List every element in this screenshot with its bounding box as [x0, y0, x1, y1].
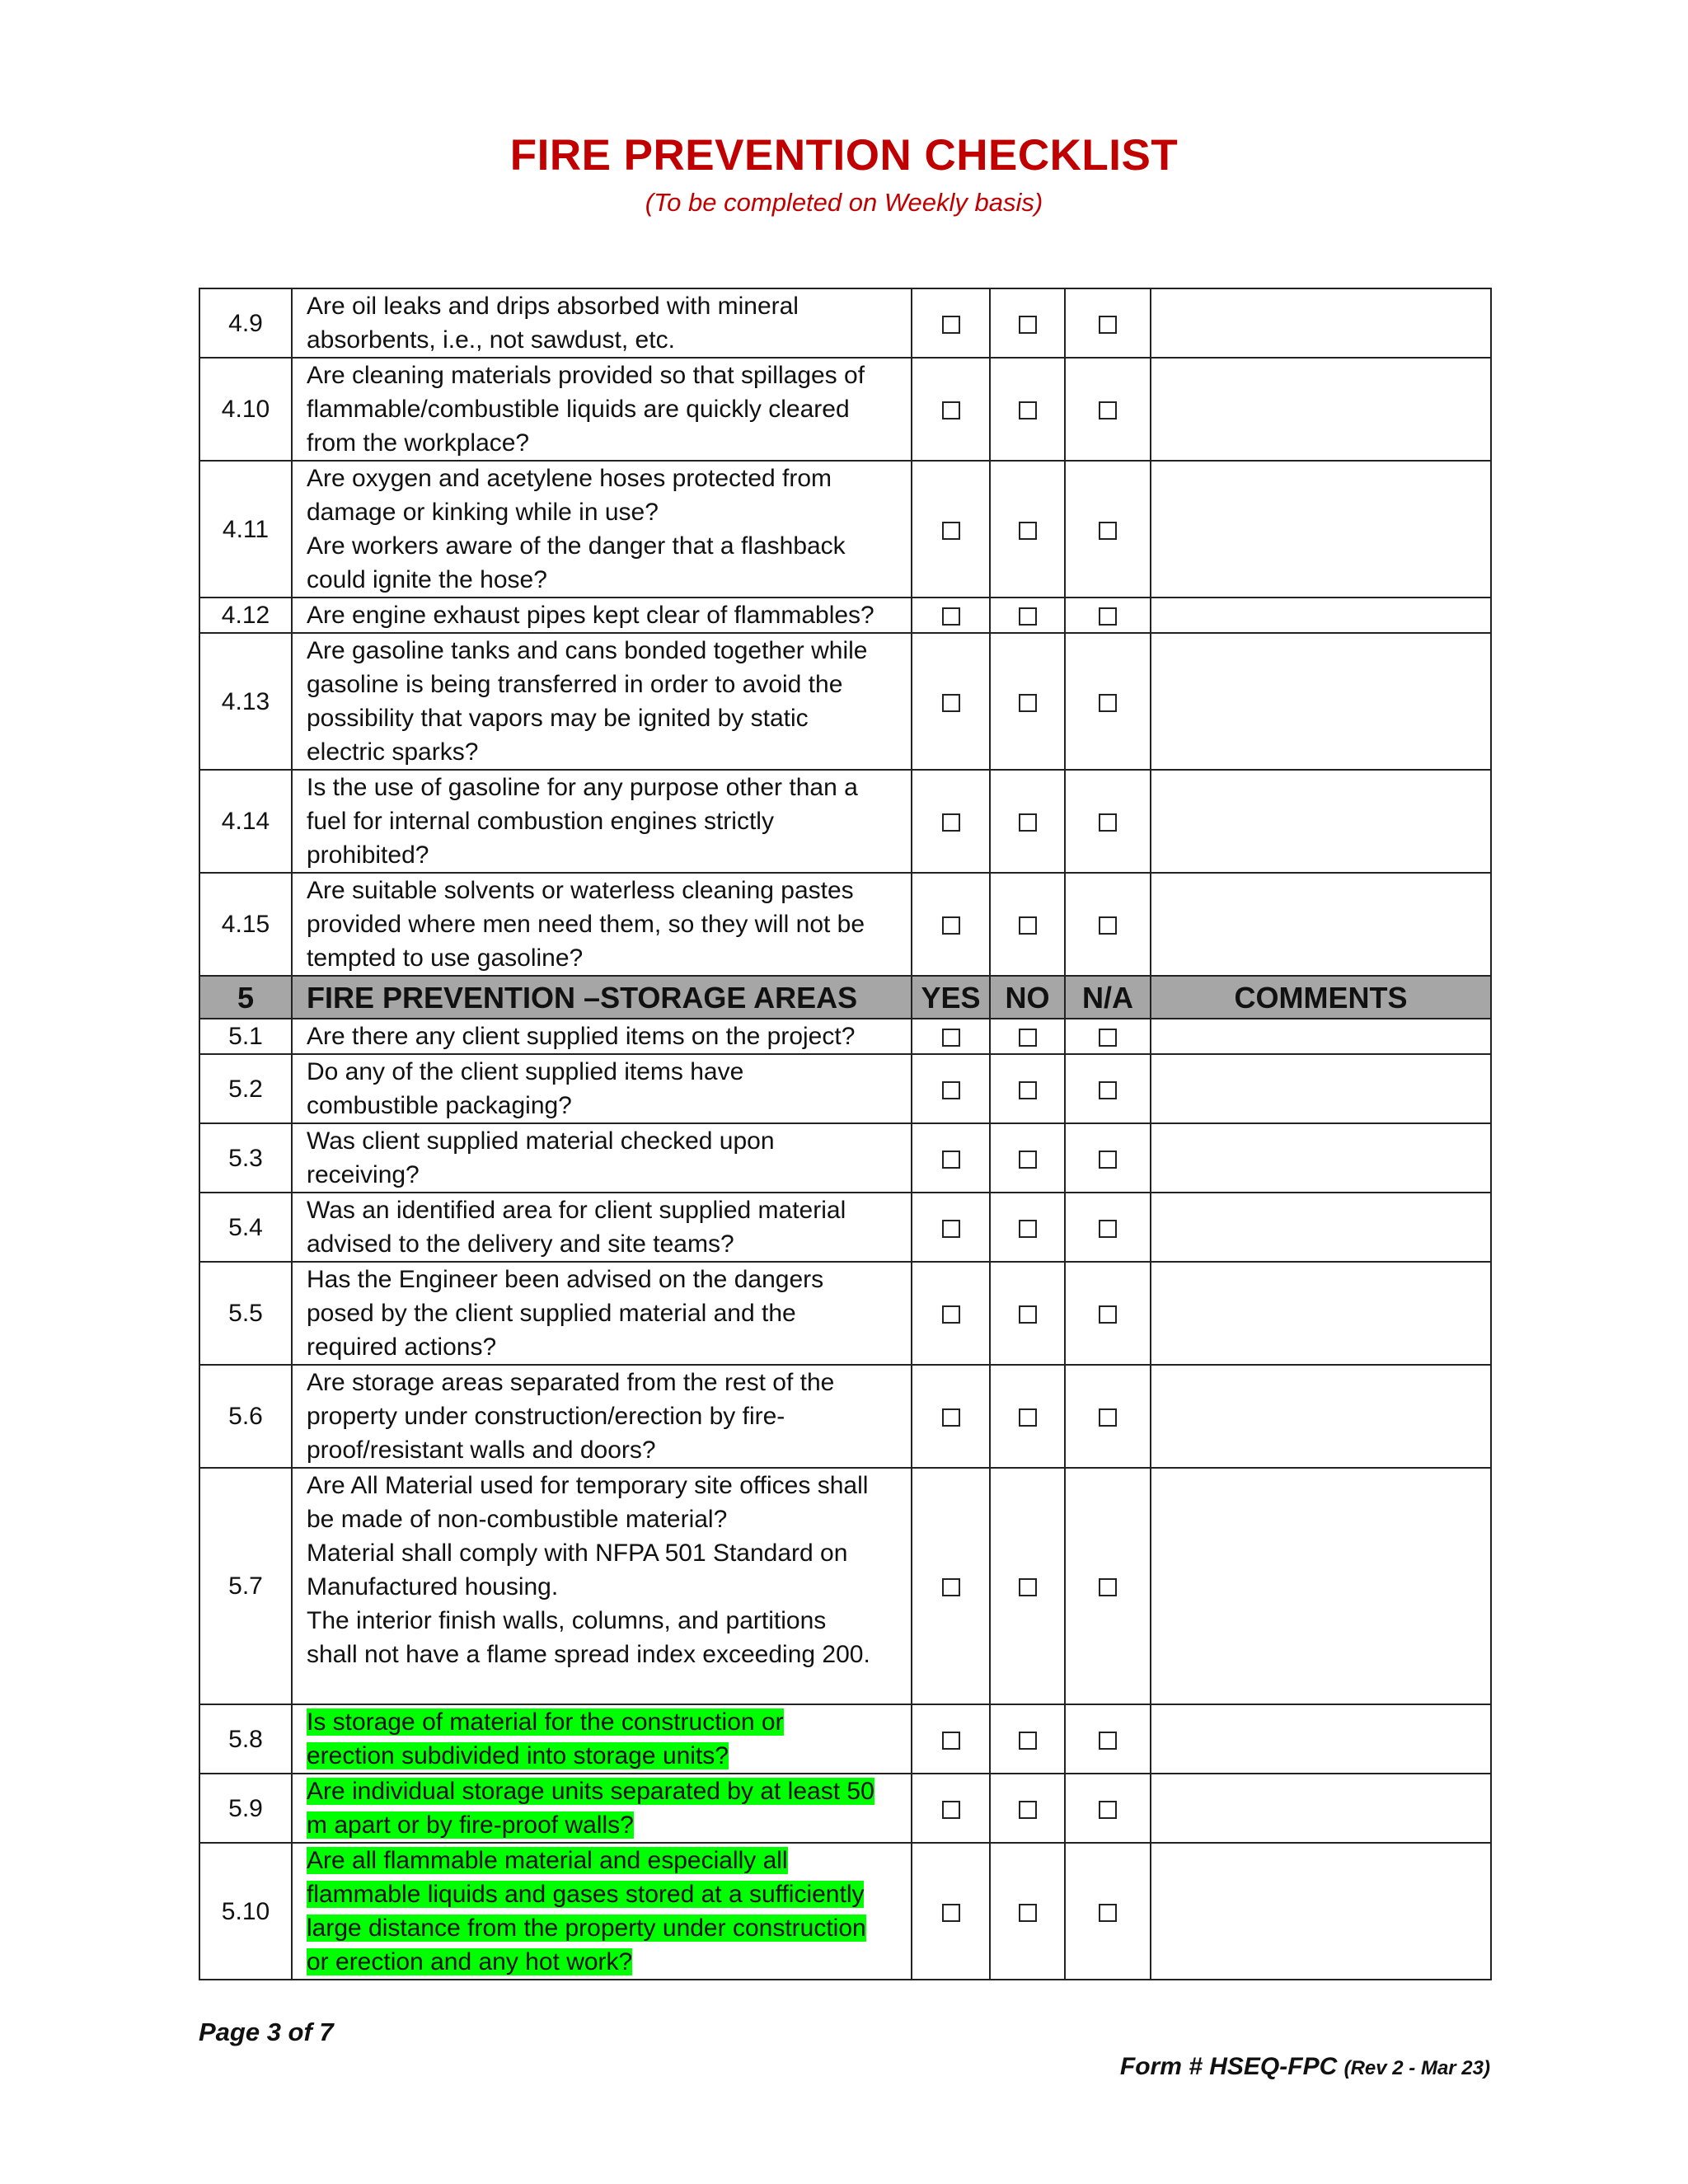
na-checkbox[interactable] — [1099, 1151, 1117, 1169]
question-line: electric sparks? — [307, 738, 479, 766]
question-line: Are suitable solvents or waterless cleaning pastes — [307, 877, 854, 904]
item-number: 4.14 — [199, 770, 292, 873]
na-checkbox[interactable] — [1099, 694, 1117, 712]
no-cell — [990, 770, 1065, 873]
yes-checkbox[interactable] — [942, 401, 960, 419]
na-cell — [1065, 288, 1151, 358]
question-line: Are oil leaks and drips absorbed with mineral — [307, 293, 799, 320]
highlighted-text: m apart or by fire-proof walls? — [307, 1811, 634, 1839]
yes-cell — [912, 1019, 990, 1054]
comments-column-header: COMMENTS — [1151, 976, 1491, 1019]
question-line: Was client supplied material checked upon — [307, 1127, 775, 1155]
question-line — [307, 1808, 899, 1842]
yes-cell — [912, 770, 990, 873]
comments-cell[interactable] — [1151, 358, 1491, 461]
question-text — [292, 1365, 912, 1468]
na-checkbox[interactable] — [1099, 1220, 1117, 1238]
section-title: FIRE PREVENTION –STORAGE AREAS — [292, 976, 912, 1019]
no-checkbox[interactable] — [1019, 1220, 1037, 1238]
na-cell — [1065, 1123, 1151, 1193]
yes-cell — [912, 1704, 990, 1774]
question-line: flammable/combustible liquids are quickly cleared — [307, 396, 850, 423]
no-cell — [990, 358, 1065, 461]
checklist-row — [199, 1365, 1491, 1468]
question-line: Are All Material used for temporary site offices shall — [307, 1472, 869, 1499]
yes-checkbox[interactable] — [942, 1220, 960, 1238]
no-cell — [990, 1123, 1065, 1193]
na-checkbox[interactable] — [1099, 1408, 1117, 1427]
comments-cell[interactable] — [1151, 1262, 1491, 1365]
question-text — [292, 288, 912, 358]
question-line: gasoline is being transferred in order to avoid the — [307, 671, 843, 698]
item-number: 4.9 — [199, 288, 292, 358]
no-checkbox[interactable] — [1019, 522, 1037, 540]
no-checkbox[interactable] — [1019, 401, 1037, 419]
na-cell — [1065, 1774, 1151, 1843]
no-checkbox[interactable] — [1019, 1801, 1037, 1819]
question-text — [292, 1704, 912, 1774]
question-text — [292, 633, 912, 770]
section-header-row — [199, 976, 1491, 1019]
item-number: 5.7 — [199, 1468, 292, 1704]
na-checkbox[interactable] — [1099, 401, 1117, 419]
highlighted-text: Are all flammable material and especially all — [307, 1847, 788, 1874]
yes-checkbox[interactable] — [942, 694, 960, 712]
question-line: combustible packaging? — [307, 1092, 572, 1119]
no-cell — [990, 1054, 1065, 1123]
highlighted-text: Is storage of material for the construction or — [307, 1708, 784, 1736]
question-text — [292, 598, 912, 633]
yes-cell — [912, 1843, 990, 1980]
question-text — [292, 770, 912, 873]
no-checkbox[interactable] — [1019, 916, 1037, 935]
no-cell — [990, 1193, 1065, 1262]
question-text — [292, 461, 912, 598]
yes-cell — [912, 461, 990, 598]
question-line: absorbents, i.e., not sawdust, etc. — [307, 326, 675, 354]
yes-cell — [912, 1054, 990, 1123]
comments-cell[interactable] — [1151, 1019, 1491, 1054]
checklist-part4 — [199, 288, 1491, 976]
no-cell — [990, 633, 1065, 770]
comments-cell[interactable] — [1151, 1054, 1491, 1123]
na-cell — [1065, 461, 1151, 598]
comments-cell[interactable] — [1151, 598, 1491, 633]
checklist-row — [199, 770, 1491, 873]
no-cell — [990, 1704, 1065, 1774]
checklist-row — [199, 1468, 1491, 1704]
comments-cell[interactable] — [1151, 1774, 1491, 1843]
no-cell — [990, 1019, 1065, 1054]
checklist-row — [199, 1019, 1491, 1054]
item-number: 5.5 — [199, 1262, 292, 1365]
checklist-row — [199, 1774, 1491, 1843]
highlighted-text: flammable liquids and gases stored at a sufficiently — [307, 1881, 865, 1908]
yes-checkbox[interactable] — [942, 1408, 960, 1427]
no-checkbox[interactable] — [1019, 1081, 1037, 1099]
question-line: be made of non-combustible material? — [307, 1506, 728, 1533]
question-line: fuel for internal combustion engines strictly — [307, 808, 774, 835]
question-line: provided where men need them, so they will not be — [307, 911, 865, 938]
yes-cell — [912, 1365, 990, 1468]
no-cell — [990, 598, 1065, 633]
na-checkbox[interactable] — [1099, 813, 1117, 832]
question-line: from the workplace? — [307, 429, 530, 457]
checklist-row — [199, 461, 1491, 598]
item-number: 5.6 — [199, 1365, 292, 1468]
question-line: receiving? — [307, 1161, 420, 1188]
checklist-row — [199, 1843, 1491, 1980]
question-text — [292, 873, 912, 976]
question-line: prohibited? — [307, 841, 429, 869]
no-checkbox[interactable] — [1019, 1578, 1037, 1596]
yes-checkbox[interactable] — [942, 813, 960, 832]
no-checkbox[interactable] — [1019, 694, 1037, 712]
no-cell — [990, 1262, 1065, 1365]
question-line — [307, 1739, 899, 1773]
na-checkbox[interactable] — [1099, 1305, 1117, 1324]
yes-checkbox[interactable] — [942, 1732, 960, 1750]
question-text — [292, 1019, 912, 1054]
yes-checkbox[interactable] — [942, 1801, 960, 1819]
no-column-header: NO — [990, 976, 1065, 1019]
question-line: Manufactured housing. — [307, 1573, 559, 1601]
comments-cell[interactable] — [1151, 1365, 1491, 1468]
no-checkbox[interactable] — [1019, 1305, 1037, 1324]
question-line: damage or kinking while in use? — [307, 499, 659, 526]
question-line: possibility that vapors may be ignited by static — [307, 705, 809, 732]
comments-cell[interactable] — [1151, 1468, 1491, 1704]
highlighted-text: large distance from the property under construction — [307, 1915, 866, 1942]
question-line: Are there any client supplied items on the project? — [307, 1023, 856, 1050]
checklist-part5 — [199, 1019, 1491, 1980]
checklist-row — [199, 1704, 1491, 1774]
item-number: 5.1 — [199, 1019, 292, 1054]
section-header — [199, 976, 1491, 1019]
yes-cell — [912, 358, 990, 461]
comments-cell[interactable] — [1151, 288, 1491, 358]
comments-cell[interactable] — [1151, 1704, 1491, 1774]
no-checkbox[interactable] — [1019, 607, 1037, 626]
highlighted-text: Are individual storage units separated by at least 50 — [307, 1778, 874, 1805]
no-checkbox[interactable] — [1019, 316, 1037, 334]
na-checkbox[interactable] — [1099, 1801, 1117, 1819]
yes-checkbox[interactable] — [942, 1904, 960, 1922]
no-cell — [990, 873, 1065, 976]
item-number: 5.10 — [199, 1843, 292, 1980]
question-line: Are cleaning materials provided so that spillages of — [307, 362, 865, 389]
question-line — [307, 1911, 899, 1945]
na-checkbox[interactable] — [1099, 1732, 1117, 1750]
question-line — [307, 1877, 899, 1911]
question-line: Are engine exhaust pipes kept clear of flammables? — [307, 602, 874, 629]
question-line — [307, 1774, 899, 1808]
question-line: shall not have a flame spread index exceeding 200. — [307, 1641, 870, 1668]
checklist-row — [199, 1262, 1491, 1365]
comments-cell[interactable] — [1151, 461, 1491, 598]
yes-checkbox[interactable] — [942, 916, 960, 935]
na-cell — [1065, 358, 1151, 461]
na-cell — [1065, 1365, 1151, 1468]
form-number — [1120, 2053, 1490, 2081]
question-text — [292, 1774, 912, 1843]
question-line: Are workers aware of the danger that a flashback — [307, 532, 846, 560]
na-checkbox[interactable] — [1099, 1029, 1117, 1047]
yes-cell — [912, 1468, 990, 1704]
question-line: tempted to use gasoline? — [307, 944, 584, 972]
section-number: 5 — [199, 976, 292, 1019]
question-line: posed by the client supplied material and the — [307, 1300, 796, 1327]
no-checkbox[interactable] — [1019, 1151, 1037, 1169]
question-line: Are storage areas separated from the rest of the — [307, 1369, 835, 1396]
yes-cell — [912, 1193, 990, 1262]
question-line — [307, 1945, 899, 1979]
yes-cell — [912, 1123, 990, 1193]
yes-cell — [912, 1774, 990, 1843]
question-text — [292, 1468, 912, 1704]
yes-checkbox[interactable] — [942, 1151, 960, 1169]
yes-checkbox[interactable] — [942, 607, 960, 626]
question-line: Do any of the client supplied items have — [307, 1058, 744, 1085]
na-checkbox[interactable] — [1099, 316, 1117, 334]
yes-cell — [912, 633, 990, 770]
question-line: Material shall comply with NFPA 501 Standard on — [307, 1540, 848, 1567]
form-id: Form # HSEQ-FPC — [1119, 2053, 1338, 2080]
na-checkbox[interactable] — [1099, 1081, 1117, 1099]
na-checkbox[interactable] — [1099, 607, 1117, 626]
na-checkbox[interactable] — [1099, 1578, 1117, 1596]
na-column-header: N/A — [1065, 976, 1151, 1019]
question-line — [307, 1844, 899, 1877]
no-checkbox[interactable] — [1019, 813, 1037, 832]
yes-cell — [912, 1262, 990, 1365]
item-number: 4.11 — [199, 461, 292, 598]
comments-cell[interactable] — [1151, 873, 1491, 976]
question-line: Has the Engineer been advised on the dangers — [307, 1266, 824, 1293]
question-line: Was an identified area for client supplied material — [307, 1197, 846, 1224]
yes-cell — [912, 288, 990, 358]
na-checkbox[interactable] — [1099, 916, 1117, 935]
page-subtitle: (To be completed on Weekly basis) — [645, 188, 1043, 217]
no-cell — [990, 1468, 1065, 1704]
page-number: Page 3 of 7 — [199, 2018, 334, 2046]
na-cell — [1065, 770, 1151, 873]
checklist-row — [199, 598, 1491, 633]
highlighted-text: or erection and any hot work? — [307, 1948, 633, 1975]
na-cell — [1065, 1019, 1151, 1054]
yes-checkbox[interactable] — [942, 1305, 960, 1324]
na-cell — [1065, 1704, 1151, 1774]
question-text — [292, 1262, 912, 1365]
question-line: Are gasoline tanks and cans bonded together while — [307, 637, 868, 664]
no-checkbox[interactable] — [1019, 1408, 1037, 1427]
item-number: 5.4 — [199, 1193, 292, 1262]
no-cell — [990, 1365, 1065, 1468]
item-number: 5.3 — [199, 1123, 292, 1193]
question-line: required actions? — [307, 1333, 497, 1361]
question-text — [292, 1843, 912, 1980]
comments-cell[interactable] — [1151, 1193, 1491, 1262]
highlighted-text: erection subdivided into storage units? — [307, 1742, 729, 1769]
item-number: 4.15 — [199, 873, 292, 976]
question-line: could ignite the hose? — [307, 566, 547, 593]
na-checkbox[interactable] — [1099, 522, 1117, 540]
na-checkbox[interactable] — [1099, 1904, 1117, 1922]
na-cell — [1065, 1468, 1151, 1704]
na-cell — [1065, 1262, 1151, 1365]
checklist-row — [199, 1193, 1491, 1262]
comments-cell[interactable] — [1151, 633, 1491, 770]
na-cell — [1065, 633, 1151, 770]
comments-cell[interactable] — [1151, 1123, 1491, 1193]
na-cell — [1065, 873, 1151, 976]
question-text — [292, 1123, 912, 1193]
na-cell — [1065, 598, 1151, 633]
yes-cell — [912, 598, 990, 633]
question-line: proof/resistant walls and doors? — [307, 1436, 656, 1464]
yes-column-header: YES — [912, 976, 990, 1019]
question-text — [292, 358, 912, 461]
yes-checkbox[interactable] — [942, 1081, 960, 1099]
na-cell — [1065, 1843, 1151, 1980]
item-number: 5.2 — [199, 1054, 292, 1123]
no-checkbox[interactable] — [1019, 1732, 1037, 1750]
item-number: 4.13 — [199, 633, 292, 770]
yes-checkbox[interactable] — [942, 1578, 960, 1596]
question-text — [292, 1054, 912, 1123]
page-title: FIRE PREVENTION CHECKLIST — [509, 131, 1179, 180]
comments-cell[interactable] — [1151, 770, 1491, 873]
no-cell — [990, 288, 1065, 358]
question-line — [307, 1705, 899, 1739]
na-cell — [1065, 1054, 1151, 1123]
question-line: property under construction/erection by fire- — [307, 1403, 785, 1430]
item-number: 4.12 — [199, 598, 292, 633]
checklist-row — [199, 358, 1491, 461]
checklist-row — [199, 1123, 1491, 1193]
form-revision: (Rev 2 - Mar 23) — [1343, 2057, 1490, 2079]
no-checkbox[interactable] — [1019, 1904, 1037, 1922]
item-number: 5.9 — [199, 1774, 292, 1843]
question-text — [292, 1193, 912, 1262]
item-number: 5.8 — [199, 1704, 292, 1774]
yes-checkbox[interactable] — [942, 522, 960, 540]
question-line: Is the use of gasoline for any purpose other than a — [307, 774, 858, 801]
checklist-row — [199, 288, 1491, 358]
no-cell — [990, 461, 1065, 598]
checklist-table — [199, 288, 1492, 1980]
checklist-row — [199, 1054, 1491, 1123]
question-line: The interior finish walls, columns, and partitions — [307, 1607, 827, 1634]
na-cell — [1065, 1193, 1151, 1262]
item-number: 4.10 — [199, 358, 292, 461]
no-checkbox[interactable] — [1019, 1029, 1037, 1047]
yes-cell — [912, 873, 990, 976]
comments-cell[interactable] — [1151, 1843, 1491, 1980]
no-cell — [990, 1843, 1065, 1980]
checklist-row — [199, 873, 1491, 976]
question-line: advised to the delivery and site teams? — [307, 1230, 734, 1258]
no-cell — [990, 1774, 1065, 1843]
question-line: Are oxygen and acetylene hoses protected from — [307, 465, 832, 492]
checklist-row — [199, 633, 1491, 770]
yes-checkbox[interactable] — [942, 1029, 960, 1047]
yes-checkbox[interactable] — [942, 316, 960, 334]
